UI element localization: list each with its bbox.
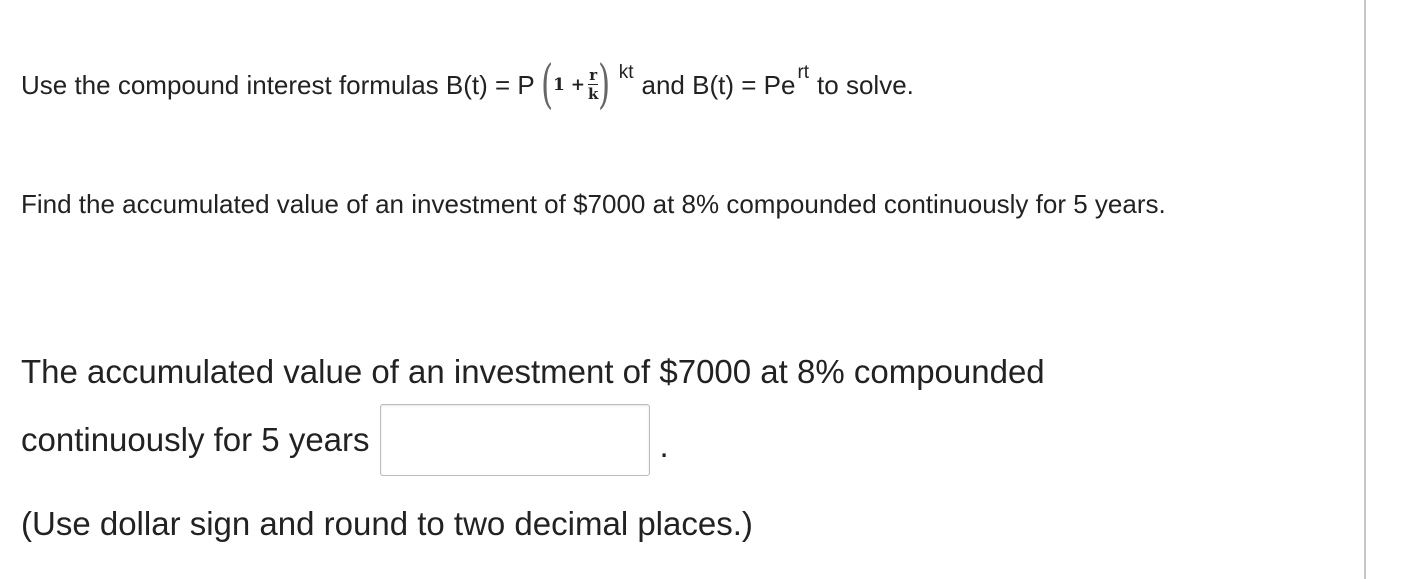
r-over-k-fraction — [588, 68, 598, 102]
right-panel-divider — [1364, 0, 1366, 579]
rounding-instruction: (Use dollar sign and round to two decimal places.) — [21, 505, 753, 542]
answer-input[interactable] — [380, 404, 650, 476]
problem-statement: Find the accumulated value of an investment of $7000 at 8% compounded continuously for 5 years. — [21, 189, 1166, 219]
right-paren: ) — [598, 55, 611, 115]
one-plus-r-over-k — [553, 68, 598, 102]
exponent-rt: rt — [797, 62, 810, 83]
left-paren: ( — [540, 55, 553, 115]
formula-suffix-text: to solve. — [817, 69, 914, 100]
answer-prompt-line2-row — [21, 402, 669, 478]
formula-intro-prefix: Use the compound interest formulas B(t) = P — [21, 69, 535, 100]
fraction-denominator: k — [588, 85, 599, 103]
exponent-kt: kt — [618, 62, 634, 83]
formula-middle-text: and B(t) = Pe — [641, 69, 796, 100]
answer-prompt-line1: The accumulated value of an investment of $7000 at 8% compounded — [21, 353, 1045, 390]
one-plus-text: 1 + — [553, 75, 586, 95]
fraction-numerator: r — [589, 66, 598, 84]
answer-prompt-line2: continuously for 5 years — [21, 421, 370, 458]
compound-formula-fraction — [537, 55, 615, 115]
formula-intro-line — [21, 55, 914, 115]
answer-period: . — [659, 427, 669, 464]
